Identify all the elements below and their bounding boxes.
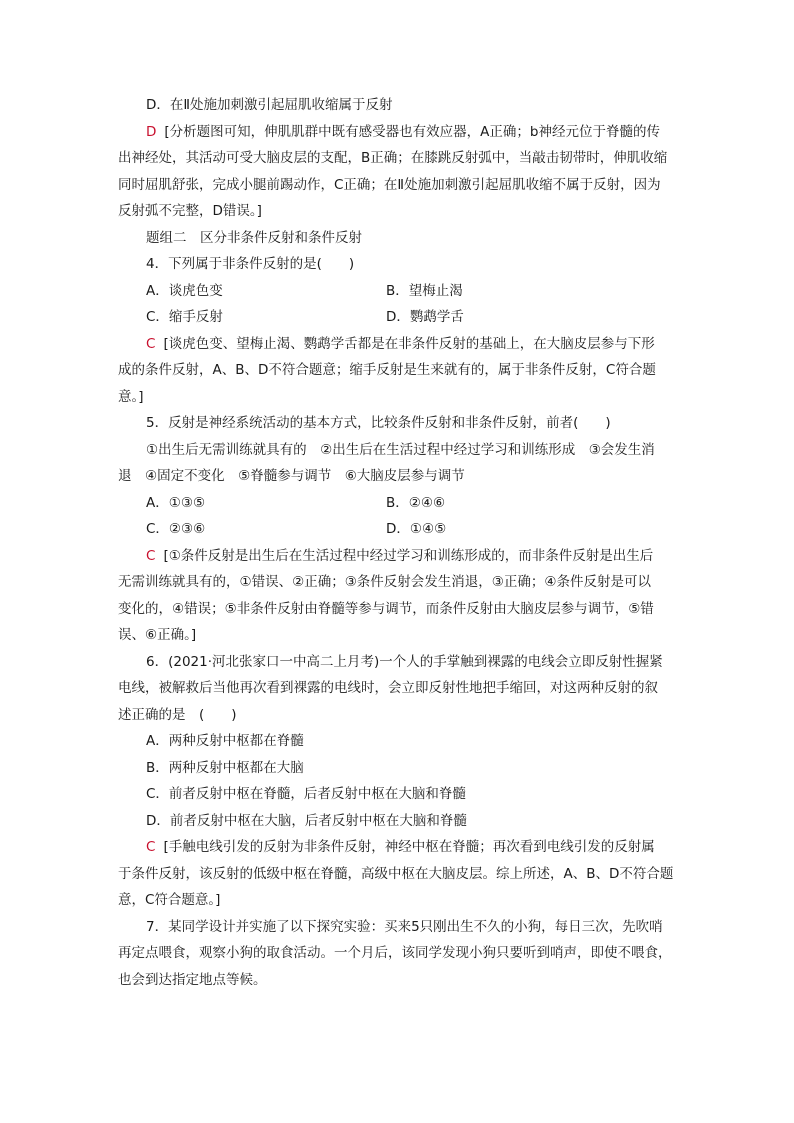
q4-options-row bbox=[118, 278, 678, 305]
document-body bbox=[118, 92, 678, 993]
q5-answer: C bbox=[146, 547, 156, 564]
q5-option-a: A．①③⑤ bbox=[146, 494, 206, 511]
q6-option-b: B．两种反射中枢都在大脑 bbox=[146, 759, 304, 776]
q4-option-c: C．缩手反射 bbox=[146, 309, 223, 325]
q6-stem-line: 6．(2021·河北张家口一中高二上月考)一个人的手掌触到裸露的电线会立即反射性握紧 bbox=[146, 653, 663, 670]
q6-option-a: A．两种反射中枢都在脊髓 bbox=[146, 733, 304, 749]
q6-explanation-line: 于条件反射，该反射的低级中枢在脊髓，高级中枢在大脑皮层。综上所述，A、B、D不符合题 bbox=[118, 865, 674, 882]
q5-option-d: D．①④⑤ bbox=[386, 521, 447, 537]
q4-options-row bbox=[118, 304, 678, 331]
q7-stem-line: 7．某同学设计并实施了以下探究实验：买来5只刚出生不久的小狗，每日三次，先吹哨 bbox=[146, 918, 663, 935]
q4-stem: 4．下列属于非条件反射的是( ) bbox=[146, 256, 355, 272]
q4-explanation-line: 意。] bbox=[118, 388, 144, 405]
q5-option-b: B．②④⑥ bbox=[386, 494, 446, 511]
q3-answer: D bbox=[146, 123, 157, 140]
q5-explanation-line: C [①条件反射是出生后在生活过程中经过学习和训练形成的，而非条件反射是出生后 bbox=[146, 547, 654, 564]
q7-stem-line: 也会到达指定地点等候。 bbox=[118, 971, 267, 988]
q6-stem-line: 述正确的是 ( ) bbox=[118, 706, 237, 723]
q4-option-d: D．鹦鹉学舌 bbox=[386, 309, 464, 325]
q3-explanation-line: 出神经处，其活动可受大脑皮层的支配，B正确；在膝跳反射弧中，当敲击韧带时，伸肌收缩 bbox=[118, 150, 668, 166]
q6-option-d: D．前者反射中枢在大脑，后者反射中枢在大脑和脊髓 bbox=[146, 812, 467, 829]
q3-explanation-line: D [分析题图可知，伸肌肌群中既有感受器也有效应器，A正确；b神经元位于脊髓的传 bbox=[146, 123, 660, 140]
q5-options-row bbox=[118, 490, 678, 517]
q5-explanation-line: 变化的，④错误；⑤非条件反射由脊髓等参与调节，而条件反射由大脑皮层参与调节，⑤错 bbox=[118, 600, 654, 617]
q4-option-a: A．谈虎色变 bbox=[146, 282, 223, 299]
q5-options-row bbox=[118, 516, 678, 543]
q4-option-b: B．望梅止渴 bbox=[386, 282, 463, 299]
q6-option-c: C．前者反射中枢在脊髓，后者反射中枢在大脑和脊髓 bbox=[146, 786, 466, 802]
group-title: 题组二 区分非条件反射和条件反射 bbox=[146, 229, 362, 246]
q4-explanation-line: 成的条件反射，A、B、D不符合题意；缩手反射是生来就有的，属于非条件反射，C符合题 bbox=[118, 362, 656, 378]
q3-explanation-line: 同时屈肌舒张，完成小腿前踢动作，C正确；在Ⅱ处施加刺激引起屈肌收缩不属于反射，因为 bbox=[118, 176, 661, 193]
q5-items-line: 退 ④固定不变化 ⑤脊髓参与调节 ⑥大脑皮层参与调节 bbox=[118, 468, 465, 484]
q6-stem-line: 电线，被解救后当他再次看到裸露的电线时，会立即反射性地把手缩回，对这两种反射的叙 bbox=[118, 680, 658, 696]
q6-explanation-line: 意，C符合题意。] bbox=[118, 892, 221, 908]
q5-explanation-line: 误、⑥正确。] bbox=[118, 627, 197, 643]
q3-option-d: D．在Ⅱ处施加刺激引起屈肌收缩属于反射 bbox=[146, 97, 393, 113]
q5-explanation-line: 无需训练就具有的，①错误、②正确；③条件反射会发生消退，③正确；④条件反射是可以 bbox=[118, 574, 652, 590]
q6-explanation-line: C [手触电线引发的反射为非条件反射，神经中枢在脊髓；再次看到电线引发的反射属 bbox=[146, 839, 655, 855]
q5-option-c: C．②③⑥ bbox=[146, 521, 206, 537]
q4-answer: C bbox=[146, 335, 156, 352]
q5-items-line: ①出生后无需训练就具有的 ②出生后在生活过程中经过学习和训练形成 ③会发生消 bbox=[146, 441, 655, 458]
q5-stem: 5．反射是神经系统活动的基本方式，比较条件反射和非条件反射，前者( ) bbox=[146, 415, 611, 431]
q6-answer: C bbox=[146, 839, 156, 855]
q4-explanation-line: C [谈虎色变、望梅止渴、鹦鹉学舌都是在非条件反射的基础上，在大脑皮层参与下形 bbox=[146, 335, 655, 352]
q7-stem-line: 再定点喂食，观察小狗的取食活动。一个月后，该同学发现小狗只要听到哨声，即使不喂食， bbox=[118, 945, 672, 961]
q3-explanation-line: 反射弧不完整，D错误。] bbox=[118, 203, 262, 219]
